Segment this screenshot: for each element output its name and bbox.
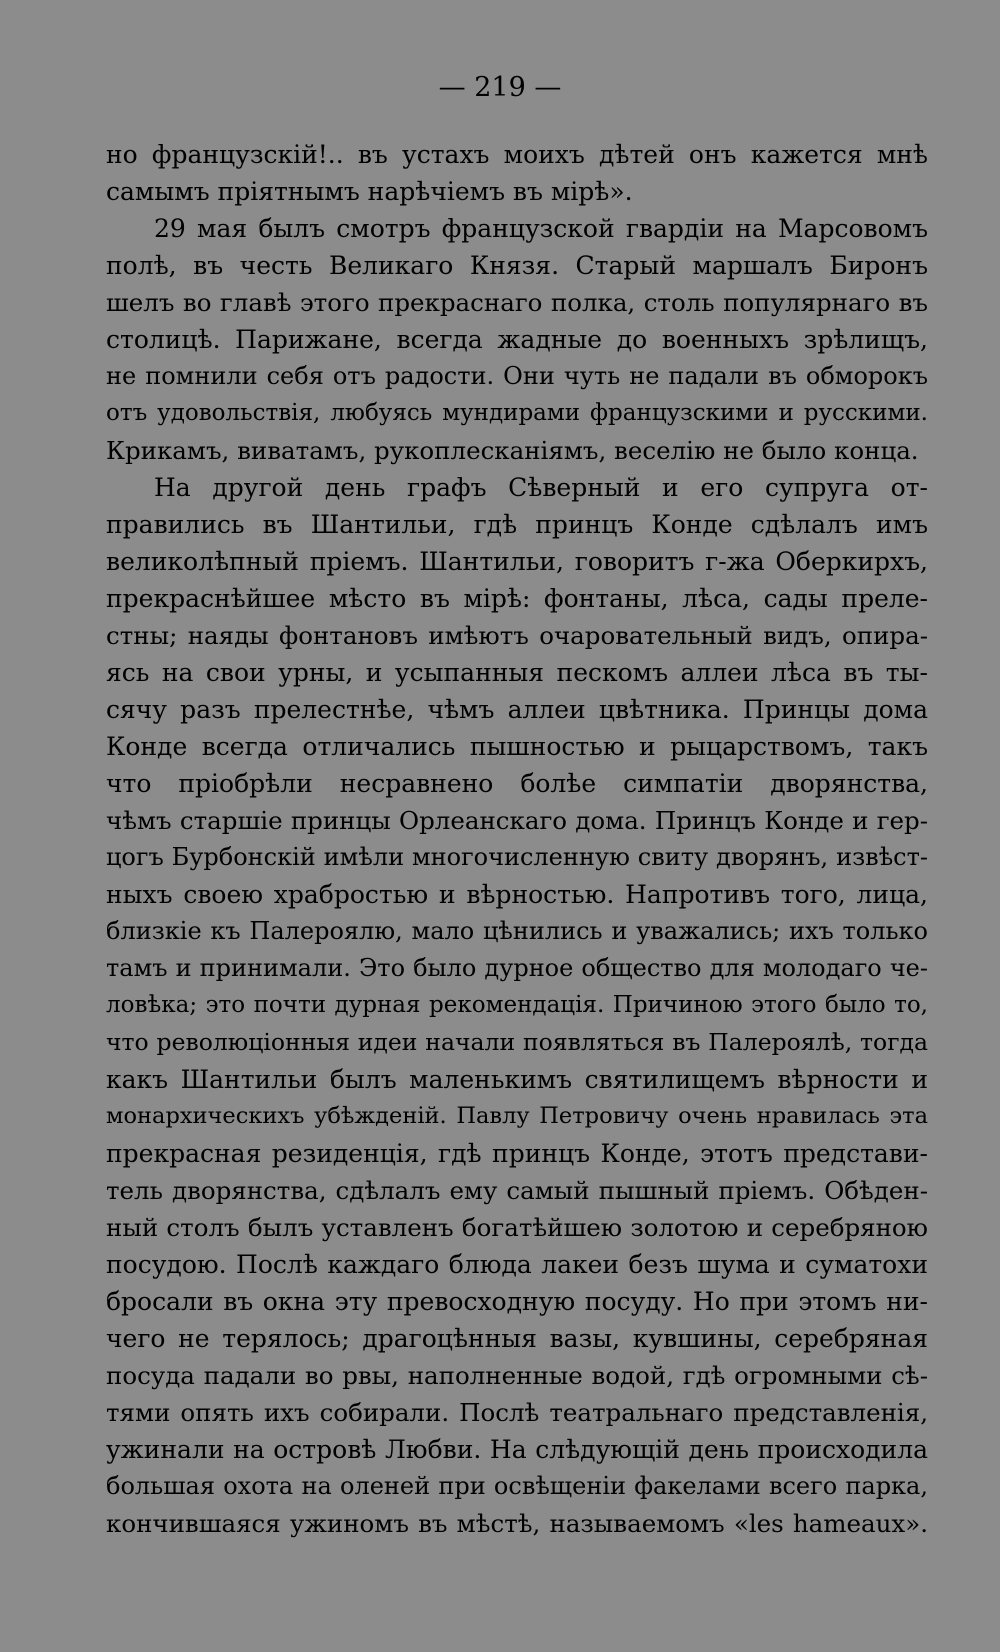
text-line: ясь на свои урны, и усыпанныя пескомъ аллеи лѣса въ ты- [106, 658, 928, 687]
text-line: самымъ пріятнымъ нарѣчіемъ въ мірѣ». [106, 177, 633, 206]
text-line: чѣмъ старшіе принцы Орлеанскаго дома. Принцъ Конде и гер- [106, 806, 928, 835]
text-line: какъ Шантильи былъ маленькимъ святилищемъ вѣрности и [106, 1065, 928, 1094]
text-line: посуда падали во рвы, наполненные водой, гдѣ огромными сѣ- [106, 1361, 928, 1390]
text-line: прекрасная резиденція, гдѣ принцъ Конде, этотъ представи- [106, 1139, 928, 1168]
text-line: прекраснѣйшее мѣсто въ мірѣ: фонтаны, лѣса, сады преле- [106, 584, 928, 613]
text-line: не помнили себя отъ радости. Они чуть не падали въ обморокъ [106, 362, 928, 390]
text-line: Крикамъ, виватамъ, рукоплесканіямъ, веселію не было конца. [106, 436, 919, 465]
text-body [106, 136, 928, 1542]
text-line: чего не терялось; драгоцѣнныя вазы, кувшины, серебряная [106, 1324, 928, 1353]
text-line: стны; наяды фонтановъ имѣютъ очаровательный видъ, опира- [106, 621, 928, 650]
text-line: кончившаяся ужиномъ въ мѣстѣ, называемомъ «les hameaux». [106, 1509, 928, 1538]
text-line: посудою. Послѣ каждаго блюда лакеи безъ шума и суматохи [106, 1250, 928, 1279]
text-line: тями опять ихъ собирали. Послѣ театральнаго представленія, [106, 1398, 928, 1427]
text-line: монархическихъ убѣжденій. Павлу Петровичу очень нравилась эта [106, 1103, 928, 1129]
text-line: 29 мая былъ смотръ французской гвардіи на Марсовомъ [154, 214, 928, 243]
text-line: полѣ, въ честь Великаго Князя. Старый маршалъ Биронъ [106, 251, 928, 280]
text-line: столицѣ. Парижане, всегда жадные до военныхъ зрѣлищъ, [106, 325, 928, 354]
text-line: большая охота на оленей при освѣщеніи факелами всего парка, [106, 1472, 928, 1500]
text-line: но французскій!.. въ устахъ моихъ дѣтей онъ кажется мнѣ [106, 140, 928, 169]
text-line: что революціонныя идеи начали появляться въ Палероялѣ, тогда [106, 1028, 928, 1056]
text-line: бросали въ окна эту превосходную посуду. Но при этомъ ни- [106, 1287, 928, 1316]
text-line: сячу разъ прелестнѣе, чѣмъ аллеи цвѣтника. Принцы дома [106, 695, 928, 724]
text-line: что пріобрѣли несравнено болѣе симпатіи дворянства, [106, 769, 928, 798]
text-line: На другой день графъ Сѣверный и его супруга от- [154, 473, 928, 502]
text-line: отъ удовольствія, любуясь мундирами французскими и русскими. [106, 400, 928, 426]
text-line: ловѣка; это почти дурная рекомендація. Причиною этого было то, [106, 992, 928, 1018]
text-line: ужинали на островѣ Любви. На слѣдующій день происходила [106, 1435, 928, 1464]
page-number: — 219 — [438, 72, 562, 103]
text-line: ный столъ былъ уставленъ богатѣйшею золотою и серебряною [106, 1213, 928, 1242]
text-line: правились въ Шантильи, гдѣ принцъ Конде сдѣлалъ имъ [106, 510, 928, 539]
text-line: цогъ Бурбонскій имѣли многочисленную свиту дворянъ, извѣст- [106, 843, 928, 871]
text-line: великолѣпный пріемъ. Шантильи, говоритъ г-жа Оберкирхъ, [106, 547, 928, 576]
text-line: тель дворянства, сдѣлалъ ему самый пышный пріемъ. Обѣден- [106, 1176, 928, 1205]
text-line: тамъ и принимали. Это было дурное общество для молодаго че- [106, 954, 928, 982]
text-line: Конде всегда отличались пышностью и рыцарствомъ, такъ [106, 732, 928, 761]
text-line: шелъ во главѣ этого прекраснаго полка, столь популярнаго въ [106, 288, 928, 317]
text-line: ныхъ своею храбростью и вѣрностью. Напротивъ того, лица, [106, 880, 928, 909]
text-line: близкіе къ Палероялю, мало цѣнились и уважались; ихъ только [106, 917, 928, 945]
